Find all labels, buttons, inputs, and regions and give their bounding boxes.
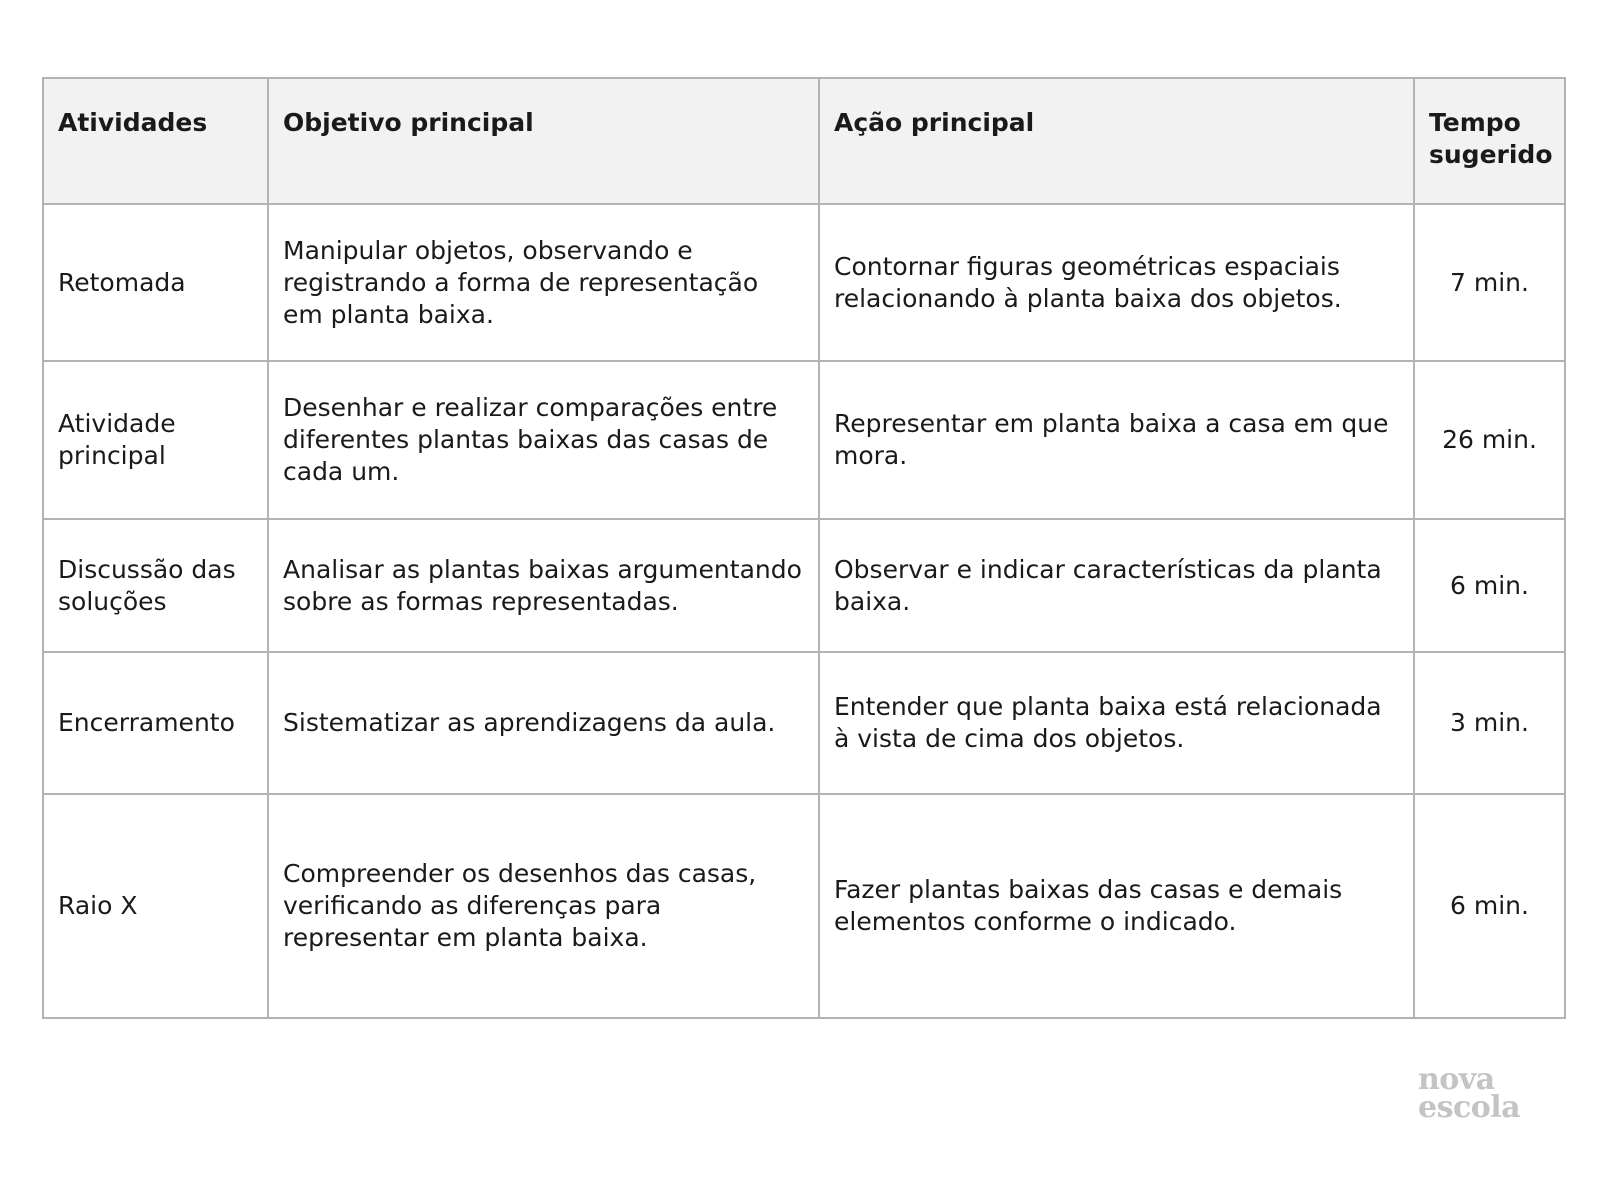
logo-line-nova: nova xyxy=(1418,1062,1495,1097)
cell-tempo: 3 min. xyxy=(1414,652,1565,794)
cell-tempo: 26 min. xyxy=(1414,361,1565,519)
cell-acao: Observar e indicar características da planta baixa. xyxy=(819,519,1414,652)
cell-objetivo: Desenhar e realizar comparações entre diferentes plantas baixas das casas de cada um. xyxy=(268,361,819,519)
cell-objetivo: Manipular objetos, observando e registrando a forma de representação em planta baixa. xyxy=(268,204,819,361)
cell-tempo: 7 min. xyxy=(1414,204,1565,361)
header-tempo-sugerido: Tempo sugerido xyxy=(1414,78,1565,204)
cell-acao: Representar em planta baixa a casa em que mora. xyxy=(819,361,1414,519)
cell-acao: Entender que planta baixa está relacionada à vista de cima dos objetos. xyxy=(819,652,1414,794)
cell-tempo: 6 min. xyxy=(1414,519,1565,652)
cell-objetivo: Sistematizar as aprendizagens da aula. xyxy=(268,652,819,794)
table-row xyxy=(43,794,1565,1018)
cell-atividade: Retomada xyxy=(43,204,268,361)
header-objetivo-principal: Objetivo principal xyxy=(268,78,819,204)
cell-objetivo: Compreender os desenhos das casas, verificando as diferenças para representar em planta baixa. xyxy=(268,794,819,1018)
lesson-plan-table xyxy=(42,77,1566,1019)
cell-tempo: 6 min. xyxy=(1414,794,1565,1018)
cell-atividade: Encerramento xyxy=(43,652,268,794)
nova-escola-logo xyxy=(1418,1062,1538,1125)
cell-acao: Contornar figuras geométricas espaciais relacionando à planta baixa dos objetos. xyxy=(819,204,1414,361)
cell-atividade: Atividade principal xyxy=(43,361,268,519)
table-row xyxy=(43,361,1565,519)
table-row xyxy=(43,204,1565,361)
cell-acao: Fazer plantas baixas das casas e demais elementos conforme o indicado. xyxy=(819,794,1414,1018)
table-row xyxy=(43,519,1565,652)
table-header-row xyxy=(43,78,1565,204)
lesson-plan-table-container xyxy=(42,77,1564,1019)
cell-objetivo: Analisar as plantas baixas argumentando sobre as formas representadas. xyxy=(268,519,819,652)
cell-atividade: Discussão das soluções xyxy=(43,519,268,652)
logo-line-escola: escola xyxy=(1418,1090,1521,1125)
cell-atividade: Raio X xyxy=(43,794,268,1018)
header-atividades: Atividades xyxy=(43,78,268,204)
table-row xyxy=(43,652,1565,794)
header-acao-principal: Ação principal xyxy=(819,78,1414,204)
